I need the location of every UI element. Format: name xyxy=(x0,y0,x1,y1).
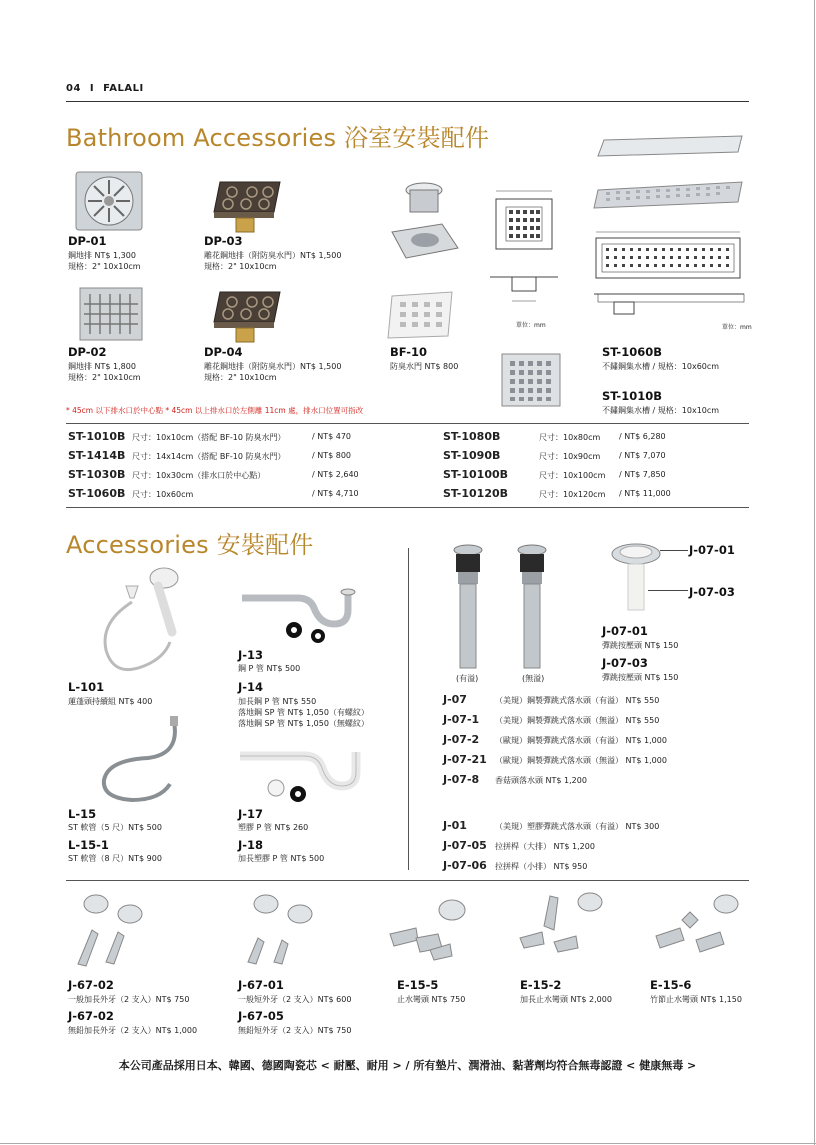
price-row-code: ST-1060B xyxy=(68,487,126,500)
j-row-code: J-07-1 xyxy=(443,713,480,726)
price-row-size: 尺寸：10x80cm xyxy=(539,433,601,442)
drain-label-without-overflow: (無溢) xyxy=(522,674,545,683)
j-13-desc: 鋼 P 管 NT$ 500 xyxy=(238,664,301,673)
price-row-code: ST-1030B xyxy=(68,468,126,481)
j-18-code: J-18 xyxy=(238,838,264,852)
dp-04-code: DP-04 xyxy=(204,345,243,359)
j-67-01-image xyxy=(232,890,322,970)
j-row-code: J-07-06 xyxy=(443,859,487,872)
j-14-line-1: 加長鋼 P 管 NT$ 550 xyxy=(238,697,317,706)
st-1010b-unit-label: 單位：mm xyxy=(516,322,546,329)
dp-04-price: 雕花鋼地排（附防臭水門）NT$ 1,500 xyxy=(204,362,342,371)
j-67-02-code: J-67-02 xyxy=(68,978,114,992)
price-row-price: / NT$ 4,710 xyxy=(312,489,359,498)
price-row-size: 尺寸：10x60cm xyxy=(132,490,194,499)
price-row-code: ST-10100B xyxy=(443,468,509,481)
st-1060b-drawing xyxy=(590,228,760,324)
price-row-code: ST-1414B xyxy=(68,449,126,462)
callout-line-b xyxy=(648,590,688,591)
j-07-drain-image-with-overflow xyxy=(448,544,488,670)
j-14-line-2: 落地鋼 SP 管 NT$ 1,050（有螺紋） xyxy=(238,708,369,717)
price-row-size: 尺寸：10x30cm（排水口於中心點） xyxy=(132,471,266,480)
bf-10-grate-image xyxy=(386,290,456,340)
bf-10-price: 防臭水門 NT$ 800 xyxy=(390,362,459,371)
st-1060b-desc: 不鏽鋼集水槽 / 規格：10x60cm xyxy=(602,362,720,371)
j-row-code: J-07-05 xyxy=(443,839,487,852)
j-row-code: J-07-2 xyxy=(443,733,480,746)
st-1010b-drawing xyxy=(476,185,576,315)
j-row-desc: 香菇頭落水頭 NT$ 1,200 xyxy=(495,776,587,785)
l-15-1-desc: ST 軟管（8 尺）NT$ 900 xyxy=(68,854,162,863)
price-row-price: / NT$ 6,280 xyxy=(619,432,666,441)
callout-j-07-03: J-07-03 xyxy=(689,585,735,599)
header-rule xyxy=(66,101,749,102)
j-row-desc: （美規）鋼製彈跳式落水頭（有溢） NT$ 550 xyxy=(495,696,660,705)
j-row-desc: 拉拼桿（小排） NT$ 950 xyxy=(495,862,588,871)
dp-03-price: 雕花鋼地排（附防臭水門）NT$ 1,500 xyxy=(204,251,342,260)
st-1060b-unit-label: 單位：mm xyxy=(722,324,752,331)
price-row-size: 尺寸：10x90cm xyxy=(539,452,601,461)
accessories-section-title: Accessories 安裝配件 xyxy=(66,531,314,559)
e-15-5-desc: 止水彎頭 NT$ 750 xyxy=(397,995,466,1004)
e-15-6-code: E-15-6 xyxy=(650,978,692,992)
dp-03-code: DP-03 xyxy=(204,234,243,248)
j-17-desc: 塑膠 P 管 NT$ 260 xyxy=(238,823,309,832)
page-border-bottom xyxy=(0,1143,816,1144)
price-row-size: 尺寸：10x120cm xyxy=(539,490,606,499)
dp-01-desc xyxy=(68,250,141,272)
dp-04-spec: 規格：2" 10x10cm xyxy=(204,373,277,382)
j-row-desc: 拉拼桿（大排） NT$ 1,200 xyxy=(495,842,595,851)
callout-j-07-01: J-07-01 xyxy=(689,543,735,557)
dp-02-price: 鋼地排 NT$ 1,800 xyxy=(68,362,136,371)
e-15-5-image xyxy=(386,894,486,964)
j-13-code: J-13 xyxy=(238,648,264,662)
price-table-top-rule xyxy=(66,423,749,424)
j-row-code: J-01 xyxy=(443,819,467,832)
price-row-size: 尺寸：14x14cm（搭配 BF-10 防臭水門） xyxy=(132,452,286,461)
st-1010b-desc: 不鏽鋼集水槽 / 規格：10x10cm xyxy=(602,406,720,415)
dp-03-spec: 規格：2" 10x10cm xyxy=(204,262,277,271)
j-row-code: J-07-8 xyxy=(443,773,480,786)
dp-01-spec: 規格：2" 10x10cm xyxy=(68,262,141,271)
j-14-code: J-14 xyxy=(238,680,264,694)
l-15-image xyxy=(88,714,188,804)
j-67-02-lead-free-desc: 無鉛加長外牙（2 支入）NT$ 1,000 xyxy=(68,1026,198,1035)
dp-03-image xyxy=(206,176,286,236)
e-15-2-desc: 加長止水彎頭 NT$ 2,000 xyxy=(520,995,612,1004)
price-row-size: 尺寸：10x10cm（搭配 BF-10 防臭水門） xyxy=(132,433,286,442)
j-row-desc: （歐規）鋼製彈跳式落水頭（無溢） NT$ 1,000 xyxy=(495,756,667,765)
price-row-price: / NT$ 7,070 xyxy=(619,451,666,460)
dp-01-image xyxy=(68,170,148,232)
j-row-code: J-07 xyxy=(443,693,467,706)
bottom-section-rule xyxy=(66,880,749,881)
price-table-bottom-rule xyxy=(66,507,749,508)
j-07-01-image xyxy=(606,540,666,616)
j-67-01-desc: 一般短外牙（2 支入）NT$ 600 xyxy=(238,995,352,1004)
dp-02-spec: 規格：2" 10x10cm xyxy=(68,373,141,382)
price-row-price: / NT$ 800 xyxy=(312,451,352,460)
j-67-05-code: J-67-05 xyxy=(238,1009,284,1023)
st-1010b-image xyxy=(500,352,562,408)
st-1060b-code: ST-1060B xyxy=(602,345,662,359)
header-separator: I xyxy=(89,83,95,94)
page-border-right xyxy=(814,0,815,1145)
j-07-drain-image-without-overflow xyxy=(512,544,552,670)
j-17-code: J-17 xyxy=(238,807,264,821)
j-18-desc: 加長塑膠 P 管 NT$ 500 xyxy=(238,854,325,863)
j-07-01-desc: 彈跳按壓頭 NT$ 150 xyxy=(602,641,679,650)
j-67-05-desc: 無鉛短外牙（2 支入）NT$ 750 xyxy=(238,1026,352,1035)
drain-position-note: * 45cm 以下排水口於中心點 * 45cm 以上排水口於左側離 11cm 處，排水口位置可指改 xyxy=(66,406,364,415)
l-101-image xyxy=(92,562,192,682)
j-07-03-code: J-07-03 xyxy=(602,656,648,670)
j-67-01-code: J-67-01 xyxy=(238,978,284,992)
price-row-price: / NT$ 11,000 xyxy=(619,489,671,498)
price-row-size: 尺寸：10x100cm xyxy=(539,471,606,480)
e-15-6-image xyxy=(650,890,750,960)
j-14-line-3: 落地鋼 SP 管 NT$ 1,050（無螺紋） xyxy=(238,719,369,728)
l-101-code: L-101 xyxy=(68,680,105,694)
l-101-desc: 蓮蓬頭持續組 NT$ 400 xyxy=(68,697,153,706)
dp-01-price: 鋼地排 NT$ 1,300 xyxy=(68,251,136,260)
l-15-desc: ST 軟管（5 尺）NT$ 500 xyxy=(68,823,162,832)
l-15-code: L-15 xyxy=(68,807,97,821)
e-15-2-image xyxy=(514,886,614,962)
footer-statement: 本公司產品採用日本、韓國、德國陶瓷芯 < 耐壓、耐用 > / 所有墊片、潤滑油、黏著劑均符合無毒認證 < 健康無毒 > xyxy=(118,1059,697,1072)
j-67-02-desc: 一般加長外牙（2 支入）NT$ 750 xyxy=(68,995,190,1004)
accessories-column-divider xyxy=(408,548,409,870)
price-row-code: ST-1080B xyxy=(443,430,501,443)
j-row-desc: （美規）塑膠彈跳式落水頭（有溢） NT$ 300 xyxy=(495,822,660,831)
running-header xyxy=(66,83,144,94)
j-07-03-desc: 彈跳按壓頭 NT$ 150 xyxy=(602,673,679,682)
dp-04-desc xyxy=(204,361,341,383)
dp-02-code: DP-02 xyxy=(68,345,107,359)
j-17-image xyxy=(234,746,364,806)
price-row-code: ST-1090B xyxy=(443,449,501,462)
price-row-code: ST-1010B xyxy=(68,430,126,443)
j-67-02-image xyxy=(66,890,156,970)
page-number: 04 xyxy=(66,83,81,94)
dp-02-desc xyxy=(68,361,141,383)
l-15-1-code: L-15-1 xyxy=(68,838,109,852)
price-row-code: ST-10120B xyxy=(443,487,509,500)
j-13-image xyxy=(238,584,358,644)
brand-name: FALALI xyxy=(103,83,144,94)
bf-10-code: BF-10 xyxy=(390,345,428,359)
callout-line-a xyxy=(660,550,688,551)
j-14-desc xyxy=(238,696,369,729)
j-67-02-lead-free-code: J-67-02 xyxy=(68,1009,114,1023)
j-07-01-code: J-07-01 xyxy=(602,624,648,638)
dp-01-code: DP-01 xyxy=(68,234,107,248)
dp-02-image xyxy=(76,286,146,342)
st-1060b-image xyxy=(592,134,752,214)
j-row-desc: （歐規）鋼製彈跳式落水頭（有溢） NT$ 1,000 xyxy=(495,736,667,745)
bf-10-image xyxy=(382,178,462,298)
dp-04-image xyxy=(208,288,288,344)
j-row-code: J-07-21 xyxy=(443,753,487,766)
price-row-price: / NT$ 7,850 xyxy=(619,470,666,479)
e-15-5-code: E-15-5 xyxy=(397,978,439,992)
e-15-6-desc: 竹節止水彎頭 NT$ 1,150 xyxy=(650,995,742,1004)
price-row-price: / NT$ 470 xyxy=(312,432,352,441)
e-15-2-code: E-15-2 xyxy=(520,978,562,992)
st-1010b-code: ST-1010B xyxy=(602,389,662,403)
bathroom-section-title: Bathroom Accessories 浴室安裝配件 xyxy=(66,124,490,152)
price-row-price: / NT$ 2,640 xyxy=(312,470,359,479)
j-row-desc: （美規）鋼製彈跳式落水頭（無溢） NT$ 550 xyxy=(495,716,660,725)
drain-label-with-overflow: (有溢) xyxy=(456,674,479,683)
dp-03-desc xyxy=(204,250,341,272)
